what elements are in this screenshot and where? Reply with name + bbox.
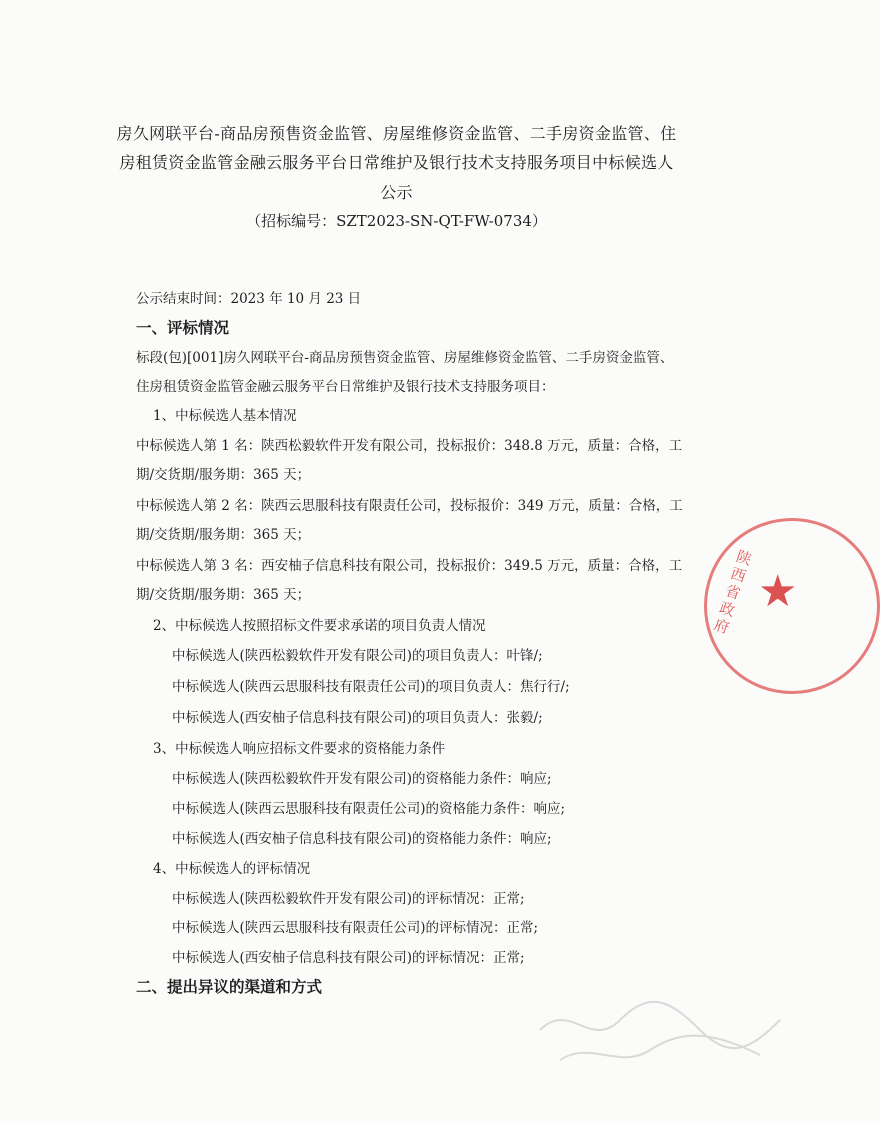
bid-number: （招标编号：SZT2023-SN-QT-FW-0734） [246,212,547,230]
subheading-evaluation: 4、中标候选人的评标情况 [153,861,311,877]
section-1-heading: 一、评标情况 [136,319,230,337]
qualification-2: 中标候选人(陕西云思服科技有限责任公司)的资格能力条件：响应; [172,801,566,817]
evaluation-1: 中标候选人(陕西松毅软件开发有限公司)的评标情况：正常; [172,891,525,907]
star-icon: ★ [758,566,798,617]
project-manager-2: 中标候选人(陕西云思服科技有限责任公司)的项目负责人：焦行行/; [172,679,570,695]
section-2-heading: 二、提出异议的渠道和方式 [136,978,323,996]
candidate-1-line-2: 期/交货期/服务期：365 天； [136,467,311,483]
candidate-3-line-1: 中标候选人第 3 名：西安柚子信息科技有限公司，投标报价：349.5 万元，质量：合格，工 [136,558,683,574]
announcement-end-time: 公示结束时间：2023 年 10 月 23 日 [136,291,362,307]
candidate-2-line-2: 期/交货期/服务期：365 天； [136,527,311,543]
qualification-3: 中标候选人(西安柚子信息科技有限公司)的资格能力条件：响应; [172,831,552,847]
evaluation-3: 中标候选人(西安柚子信息科技有限公司)的评标情况：正常; [172,950,525,966]
candidate-1-line-1: 中标候选人第 1 名：陕西松毅软件开发有限公司，投标报价：348.8 万元，质量：合格，工 [136,438,683,454]
handwriting-bleedthrough [530,960,790,1080]
qualification-1: 中标候选人(陕西松毅软件开发有限公司)的资格能力条件：响应; [172,771,552,787]
section-1-intro-line-1: 标段(包)[001]房久网联平台-商品房预售资金监管、房屋维修资金监管、二手房资金监管、 [136,350,674,366]
title-line-1: 房久网联平台-商品房预售资金监管、房屋维修资金监管、二手房资金监管、住 [116,124,677,143]
project-manager-3: 中标候选人(西安柚子信息科技有限公司)的项目负责人：张毅/; [172,710,543,726]
subheading-qualification: 3、中标候选人响应招标文件要求的资格能力条件 [153,741,446,757]
official-seal-text: 陕西省政府 [709,547,755,639]
evaluation-2: 中标候选人(陕西云思服科技有限责任公司)的评标情况：正常; [172,920,539,936]
candidate-3-line-2: 期/交货期/服务期：365 天； [136,587,311,603]
title-line-3: 公示 [380,183,413,202]
subheading-project-manager: 2、中标候选人按照招标文件要求承诺的项目负责人情况 [153,618,486,634]
project-manager-1: 中标候选人(陕西松毅软件开发有限公司)的项目负责人：叶锋/; [172,648,543,664]
subheading-basic-info: 1、中标候选人基本情况 [153,408,297,424]
section-1-intro-line-2: 住房租赁资金监管金融云服务平台日常维护及银行技术支持服务项目： [136,379,555,395]
title-line-2: 房租赁资金监管金融云服务平台日常维护及银行技术支持服务项目中标候选人 [119,153,674,172]
candidate-2-line-1: 中标候选人第 2 名：陕西云思服科技有限责任公司，投标报价：349 万元，质量：合格，工 [136,498,683,514]
